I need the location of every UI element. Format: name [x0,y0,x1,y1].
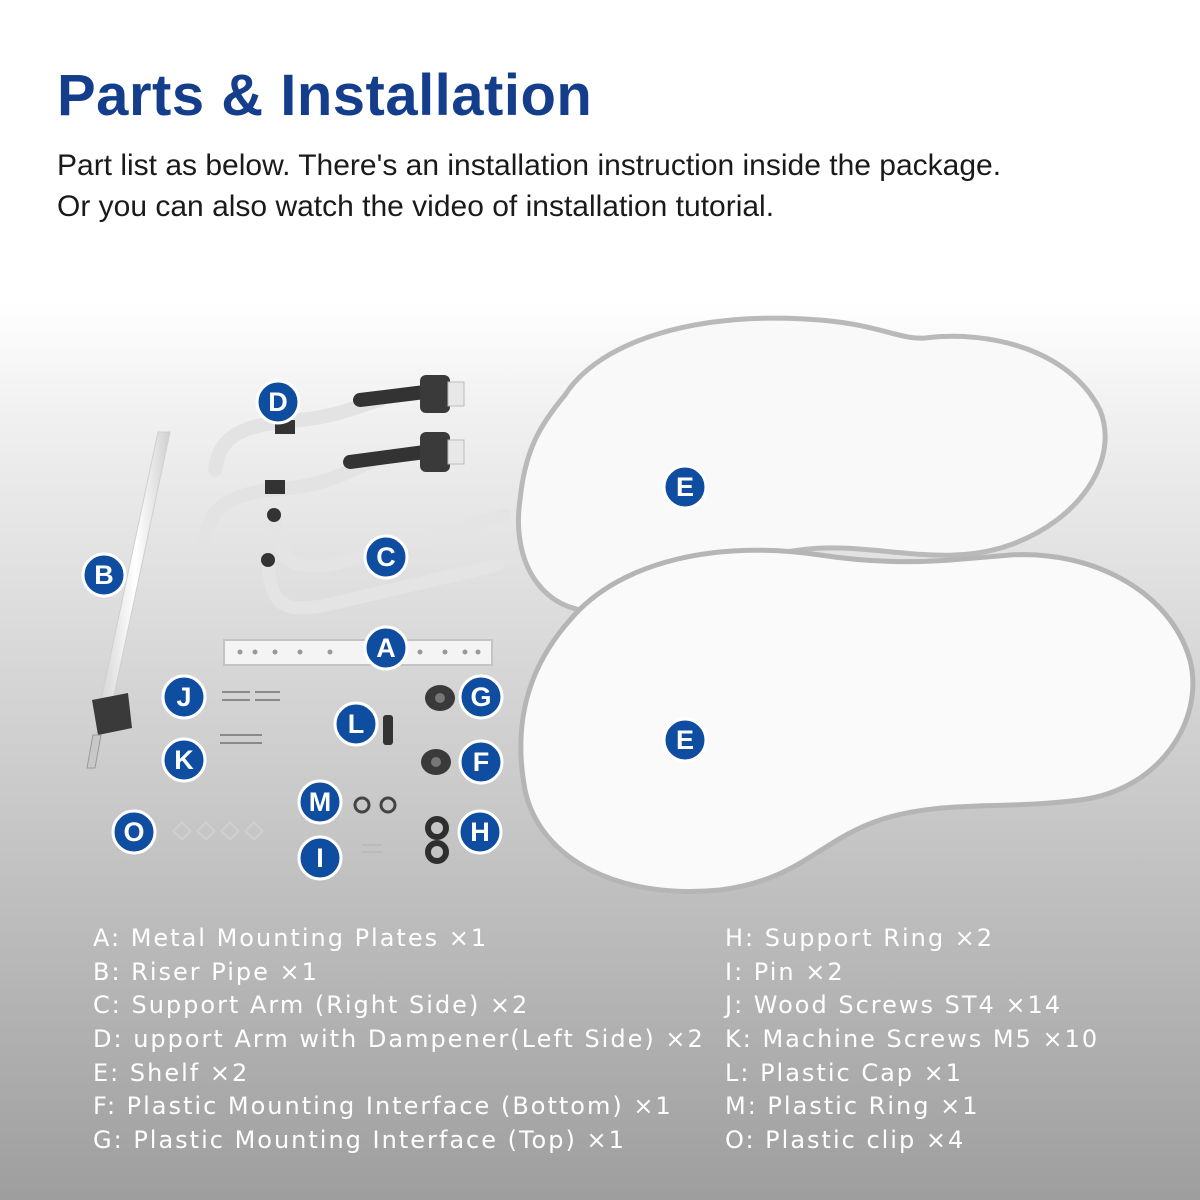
svg-text:I: I [316,843,324,873]
part-c-label: C: Support Arm (Right Side) ×2 [93,991,530,1020]
part-d-label: D: upport Arm with Dampener(Left Side) ×2 [93,1025,705,1054]
svg-text:E: E [675,472,695,502]
svg-text:G: G [470,682,492,712]
badge-a [365,627,407,669]
svg-text:H: H [470,817,490,847]
part-e-label: E: Shelf ×2 [93,1058,250,1087]
badge-l [335,703,377,745]
subtitle-line-1: Part list as below. There's an installation instruction inside the package. [57,149,1002,182]
metal-mounting-plate [224,640,492,665]
part-f-label: F: Plastic Mounting Interface (Bottom) ×1 [93,1092,673,1121]
parts-list-left [93,922,705,1158]
pins [362,845,382,852]
badge-f [460,741,502,783]
plastic-cap [383,715,393,745]
badge-h [459,811,501,853]
svg-text:A: A [376,633,396,663]
shelf-bottom [521,550,1193,891]
badge-o [113,811,155,853]
svg-text:K: K [174,745,194,775]
parts-list-right [725,922,1099,1158]
badge-m [299,781,341,823]
svg-text:D: D [268,387,288,417]
part-b-label: B: Riser Pipe ×1 [93,957,319,986]
badge-e-top [664,466,706,508]
riser-pipe [87,432,170,768]
part-i-label: I: Pin ×2 [725,957,845,986]
part-m-label: M: Plastic Ring ×1 [725,1092,980,1121]
badge-g [460,676,502,718]
svg-text:J: J [176,682,192,712]
mounting-interface-top [425,685,455,711]
svg-text:B: B [94,560,114,590]
badge-b [83,554,125,596]
part-l-label: L: Plastic Cap ×1 [725,1058,964,1087]
support-arms-dampener [205,375,464,540]
part-o-label: O: Plastic clip ×4 [725,1126,966,1155]
badge-i [299,837,341,879]
svg-text:C: C [376,542,396,572]
machine-screws [220,735,262,743]
svg-text:F: F [472,747,490,777]
plastic-ring [355,798,395,812]
support-rings [428,819,446,861]
part-h-label: H: Support Ring ×2 [725,924,995,952]
part-g-label: G: Plastic Mounting Interface (Top) ×1 [93,1126,626,1155]
svg-text:O: O [123,817,145,847]
badge-k [163,739,205,781]
part-k-label: K: Machine Screws M5 ×10 [725,1025,1100,1054]
svg-text:E: E [675,725,695,755]
badge-c [365,536,407,578]
badge-j [163,676,205,718]
part-j-label: J: Wood Screws ST4 ×14 [725,991,1063,1020]
badge-e-bottom [664,719,706,761]
svg-text:M: M [308,787,332,817]
svg-text:L: L [347,709,365,739]
mounting-interface-bottom [421,749,451,775]
subtitle-line-2: Or you can also watch the video of installation tutorial. [57,190,775,223]
part-a-label: A: Metal Mounting Plates ×1 [93,924,489,952]
badge-d [257,381,299,423]
page-title: Parts & Installation [57,63,593,128]
plastic-clips [174,823,263,840]
wood-screws [222,692,280,700]
